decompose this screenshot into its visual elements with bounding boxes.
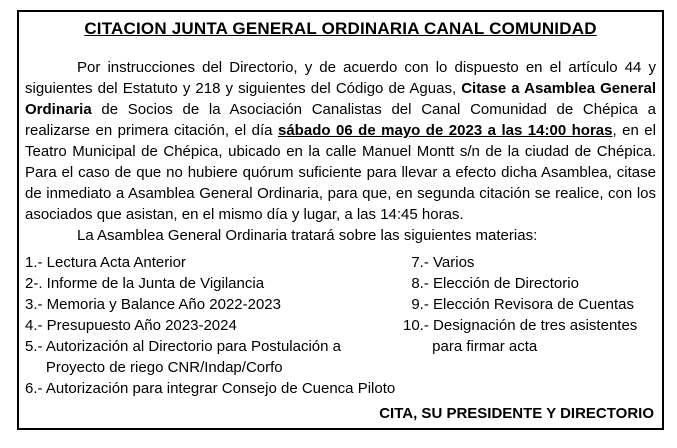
paragraph-text-intro: Por instrucciones del Directorio, y de acuerdo con lo dispuesto en el artículo 44 y siguientes del Estatuto y 218 y siguientes del Código de Aguas, bbox=[25, 59, 656, 97]
document-title: CITACION JUNTA GENERAL ORDINARIA CANAL COMUNIDAD bbox=[84, 19, 597, 38]
agenda-item-2: 2-. Informe de la Junta de Vigilancia bbox=[25, 275, 265, 292]
agenda-item-6: 6.- Autorización para integrar Consejo de Cuenca Piloto bbox=[25, 380, 396, 397]
agenda-item-3: 3.- Memoria y Balance Año 2022-2023 bbox=[25, 296, 281, 313]
agenda-item-10: 10.- Designación de tres asistentes bbox=[403, 317, 638, 334]
paragraph-text-end: , en el Teatro Municipal de Chépica, ubicado en la calle Manuel Montt s/n de la ciudad de Chépica. Para el caso de que no hubiere quórum suficiente para llevar a efecto dicha Asamblea, citase de inmediato a Asamblea General Ordinaria, para que, en segunda citación se realice, con los asociados que asistan, en el mismo día y lugar, a las 14:45 horas. bbox=[25, 122, 656, 223]
signature-line: CITA, SU PRESIDENTE Y DIRECTORIO bbox=[379, 405, 654, 422]
agenda-list-right bbox=[403, 252, 637, 357]
body-paragraph bbox=[25, 57, 656, 225]
agenda-item-7: 7.- Varios bbox=[403, 254, 475, 271]
agenda-item-9: 9.- Elección Revisora de Cuentas bbox=[403, 296, 634, 313]
agenda-item-10-continuation: para firmar acta bbox=[403, 338, 538, 355]
agenda-item-8: 8.- Elección de Directorio bbox=[403, 275, 579, 292]
document-frame bbox=[17, 10, 664, 430]
agenda-section bbox=[25, 252, 656, 399]
agenda-item-1: 1.- Lectura Acta Anterior bbox=[25, 254, 186, 271]
agenda-item-4: 4.- Presupuesto Año 2023-2024 bbox=[25, 317, 237, 334]
paragraph-text-middle: de Socios de la Asociación Canalistas del Canal Comunidad de Chépica a realizarse en primera citación, el día bbox=[25, 101, 656, 139]
agenda-item-5: 5.- Autorización al Directorio para Postulación a bbox=[25, 338, 341, 355]
agenda-item-5-continuation: Proyecto de riego CNR/Indap/Corfo bbox=[25, 359, 283, 376]
citase-asamblea-bold-text: Citase a Asamblea General Ordinaria bbox=[25, 80, 656, 118]
date-time-bold-underline-text: sábado 06 de mayo de 2023 a las 14:00 horas bbox=[278, 122, 613, 139]
agenda-intro: La Asamblea General Ordinaria tratará sobre las siguientes materias: bbox=[77, 227, 538, 244]
